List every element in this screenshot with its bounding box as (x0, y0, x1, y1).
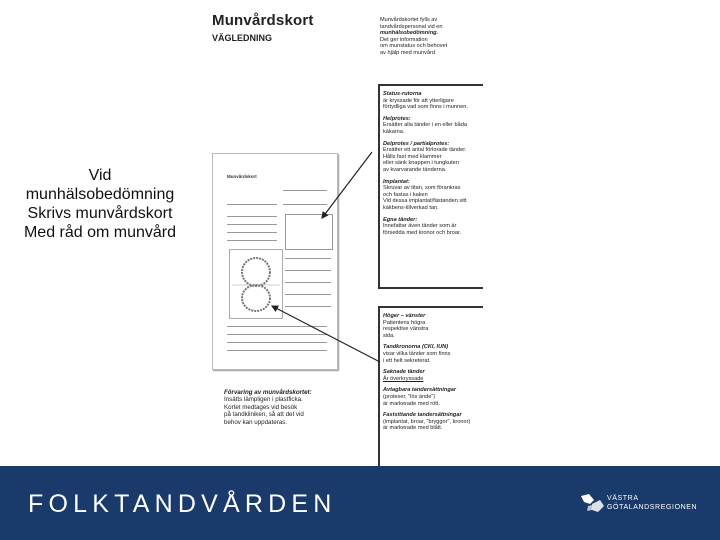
note-line: käkbens-tillverkad tan. (383, 204, 439, 211)
note-heading: Avtagbara tandersättningar (383, 387, 457, 394)
storage-line: Kortet medtages vid besök (224, 403, 298, 411)
note-line: Ersätter ett antal förlorade tänder. (383, 147, 467, 154)
note-heading: Saknade tänder (383, 369, 425, 376)
note-line: sida. (383, 332, 395, 339)
note-line: försedda med kronor och broar. (383, 229, 462, 236)
note-line: Ersätter alla tänder i en eller båda (383, 122, 467, 129)
intro-line: tandvårdspersonal vid en (380, 23, 443, 30)
note-heading: Höger – vänster (383, 313, 426, 319)
region-line-2: GÖTALANDSREGIONEN (607, 503, 698, 511)
intro-line: Munvårdskortet fylls av (380, 17, 438, 23)
region-line-1: VÄSTRA (607, 495, 639, 502)
vgregion-logo-icon (580, 492, 606, 514)
note-heading: Status-rutorna (383, 91, 422, 97)
note-line: av kvarvarande tänderna. (383, 166, 447, 173)
arrow-to-teeth (272, 306, 380, 362)
note-line: Patientens högra (383, 319, 426, 326)
note-line: och fastas i kaken (383, 191, 428, 198)
slide-line-2: munhälsobedömning (25, 186, 175, 203)
slide-line-4: Med råd om munvård (23, 224, 177, 241)
note-line: respektive vänstra (383, 326, 429, 333)
note-line: är markerade med rött. (383, 400, 440, 407)
note-heading: Fastsittande tandersättningar (383, 412, 462, 419)
vgregion-logo-text (607, 495, 697, 512)
note-heading: Delprotes / partialprotes: (383, 140, 450, 147)
intro-line: om munstatus och behovet (380, 43, 448, 50)
slide-line-1: Vid (88, 167, 112, 184)
storage-line: Insätts lämpligen i plastficka. (224, 396, 303, 404)
note-line: Skruvar av titan, som förankras (383, 185, 461, 192)
document-subtitle: VÄGLEDNING (212, 33, 273, 43)
intro-line: av hjälp med munvård (380, 49, 436, 56)
folktandvarden-logo-text: FOLKTANDVÅRDEN (28, 490, 337, 518)
note-line: Är överkryssade (383, 375, 424, 382)
note-line: käkarna. (383, 128, 405, 135)
intro-line: Det ger information (380, 36, 428, 43)
note-heading: Helprotes: (383, 115, 411, 122)
arrow-to-status (322, 152, 372, 218)
footer-bar (0, 466, 720, 540)
note-heading: Tandkronorna (CKI, lUN) (383, 344, 449, 351)
document-title: Munvårdskort (212, 12, 314, 29)
note-line: Innefattar även tänder som är (383, 223, 457, 230)
storage-heading: Förvaring av munvårdskortet: (224, 389, 312, 396)
note-line: är markerade med blått. (383, 425, 443, 432)
note-line: (implantat, broar, "bryggor", kronor) (383, 418, 471, 425)
note-line: visar vilka tänder som finns (383, 350, 451, 357)
note-line: Hålls fast med klammer (383, 153, 442, 160)
note-heading: Egna tänder: (383, 216, 418, 223)
storage-line: på tandkliniken, så att det vid (224, 411, 304, 419)
card-title: Munvårdskort (227, 174, 257, 179)
storage-line: behov kan uppdateras. (224, 418, 287, 426)
note-line: Vid dessa implantat/fästanden sitt (383, 198, 467, 205)
intro-line: munhälsobedömning. (380, 30, 439, 37)
note-line: är kryssade för att ytterligare (383, 97, 454, 104)
note-line: (proteser, "lös ände") (383, 393, 436, 400)
note-line: förtydliga vad som finns i munnen. (383, 104, 468, 111)
note-line: i ett helt sekreterat. (383, 357, 431, 364)
note-line: eller sänk knappen i tungkuten (383, 160, 459, 167)
slide-line-3: Skrivs munvårdskort (27, 205, 173, 222)
note-heading: Implantat: (383, 178, 410, 185)
